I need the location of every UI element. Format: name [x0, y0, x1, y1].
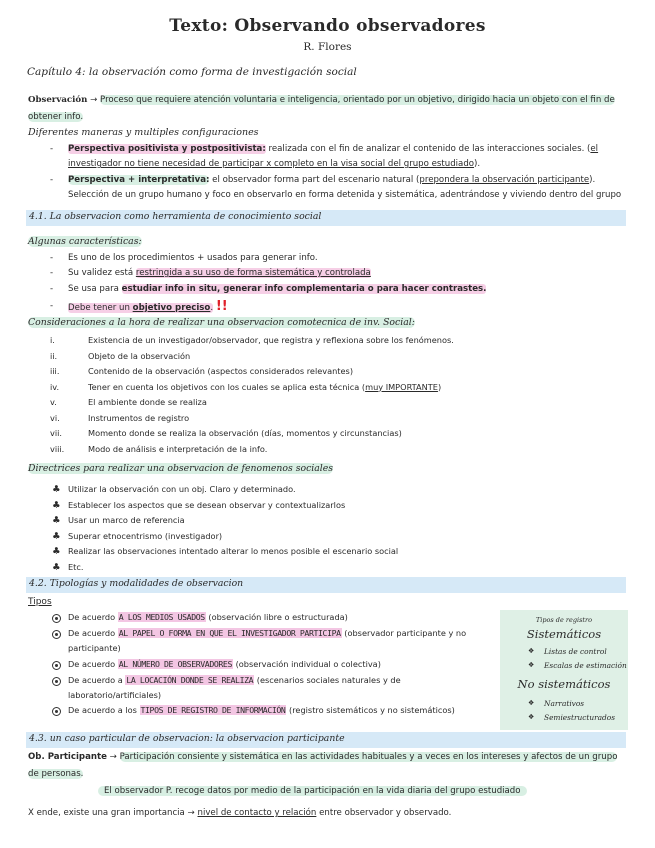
config-item-1-underline1: el: [590, 144, 599, 154]
config-item-1-underline2: investigador no tiene necesidad de participar x completo en la visa social del grupo estudiado: [68, 159, 475, 169]
directrices-heading: [28, 463, 333, 474]
participante-note-row: [98, 784, 527, 799]
section-bar-4-3: [26, 732, 626, 748]
caracteristica-item-1: Es uno de los procedimientos + usados para generar info.: [68, 253, 318, 263]
participante-note: El observador P. recoge datos por medio de la participación en la vida diaria del grupo estudiado: [98, 786, 527, 796]
dash-bullet: -: [50, 268, 54, 278]
roman-numeral: i.: [50, 335, 55, 345]
participante-definition: [28, 750, 617, 765]
config-item-1-text: realizada con el fin de analizar el contenido de las interacciones sociales. (: [265, 144, 591, 154]
consideracion-item: [88, 442, 267, 457]
club-bullet-icon: ♣: [52, 546, 61, 557]
configs-heading: Diferentes maneras y multiples configuraciones: [28, 127, 259, 138]
tipo-highlight: AL NÚMERO DE OBSERVADORES: [118, 659, 232, 669]
roman-numeral: iii.: [50, 366, 60, 376]
consideracion-text: Objeto de la observación: [88, 350, 191, 361]
caracteristica-item-4-highlight: [68, 303, 213, 313]
consideraciones-heading: [28, 317, 415, 328]
config-item-2: [68, 173, 595, 188]
participante-final-post: entre observador y observado.: [316, 808, 452, 818]
roman-numeral: iv.: [50, 381, 60, 392]
config-item-1-end: ).: [474, 159, 481, 169]
config-item-1-label: Perspectiva positivista y postpositivista:: [68, 144, 266, 154]
observacion-def-line2: obtener info.: [28, 112, 84, 122]
section-bar-4-2: [26, 577, 626, 593]
config-item-2-text: el observador forma part del escenario natural (: [209, 175, 420, 185]
arrow-icon: →: [90, 95, 98, 105]
club-bullet-icon: ♣: [52, 499, 61, 511]
participante-conclusion: [28, 806, 451, 821]
registro-sis-item-2: Escalas de estimación: [544, 661, 627, 670]
club-bullet-icon: ♣: [52, 561, 61, 573]
registro-sis-item-1: Listas de control: [544, 647, 607, 656]
diamond-bullet-icon: ❖: [528, 661, 535, 669]
observacion-def-line1: Proceso que requiere atención voluntaria e inteligencia, orientado por un objetivo, dirigido hacia un objeto con el fin de: [100, 95, 615, 105]
directriz-item: Realizar las observaciones intentado alterar lo menos posible el escenario social: [68, 546, 399, 556]
caracteristica-item-4-underline: objetivo preciso: [132, 303, 211, 313]
config-item-2-label: Perspectiva + interpretativa:: [68, 175, 210, 185]
target-bullet-icon: [52, 614, 61, 623]
page-title: Texto: Observando observadores: [169, 16, 486, 36]
diamond-bullet-icon: ❖: [528, 713, 535, 721]
consideracion-post: ): [437, 381, 442, 392]
tipo-post: (observador participante y no: [341, 628, 467, 638]
roman-numeral: v.: [50, 397, 57, 407]
target-bullet-icon: [52, 677, 61, 686]
observacion-def-line2-row: [28, 110, 83, 125]
consideracion-text: Tener en cuenta los objetivos con los cuales se aplica esta técnica (: [88, 381, 366, 392]
club-bullet-icon: ♣: [52, 530, 61, 542]
caracteristica-item-3: [68, 282, 486, 297]
consideracion-underline: muy IMPORTANTE: [365, 381, 438, 392]
author: R. Flores: [303, 41, 352, 53]
tipo-highlight: AL PAPEL O FORMA EN QUE EL INVESTIGADOR PARTICIPA: [118, 628, 341, 638]
consideracion-text: Momento donde se realiza la observación (días, momentos y circunstancias): [88, 428, 402, 438]
roman-numeral: vi.: [50, 412, 60, 423]
config-item-2-underline: prepondera la observación participante: [419, 175, 590, 185]
participante-final-pre: X ende, existe una gran importancia →: [28, 808, 198, 818]
observacion-term: Observación: [28, 95, 88, 105]
caracteristica-item-4: [68, 299, 228, 316]
club-bullet-icon: ♣: [52, 484, 61, 495]
participante-def1: Participación consiente y sistemática en las actividades habituales y a veces en los intereses y afectos de un grupo: [119, 752, 618, 762]
tipo-post: (observación individual o colectiva): [232, 659, 381, 669]
consideracion-item: [88, 395, 207, 410]
arrow-icon: →: [109, 752, 117, 762]
config-item-2-end: ).: [589, 175, 596, 185]
tipo-item: [68, 657, 381, 672]
tipos-heading: Tipos: [28, 597, 52, 607]
directrices-heading-text: Directrices para realizar una observacion de fenomenos sociales: [28, 463, 334, 474]
config-item-1-line2: [68, 157, 480, 172]
tipo-pre: De acuerdo: [68, 628, 118, 638]
tipo-item: [68, 610, 348, 625]
dash-bullet: -: [50, 144, 54, 154]
dash-bullet: -: [50, 301, 54, 311]
participante-def2-row: [28, 767, 83, 782]
consideracion-item: [88, 411, 189, 426]
caracteristica-item-3-pre: Se usa para: [68, 284, 122, 294]
directriz-item: Etc.: [68, 561, 84, 572]
tipo-item-line2: participante): [68, 643, 121, 653]
tipo-pre: De acuerdo: [68, 659, 118, 669]
caracteristica-item-2: [68, 266, 371, 281]
participante-term: Ob. Participante: [28, 752, 107, 762]
tipo-item: [68, 703, 455, 718]
tipo-item: [68, 626, 466, 641]
participante-final-underline: nivel de contacto y relación: [197, 808, 317, 818]
tipo-item: [68, 673, 401, 688]
directriz-item: Utilizar la observación con un obj. Claro y determinado.: [68, 484, 296, 494]
dash-bullet: -: [50, 253, 54, 263]
observacion-definition: [28, 93, 615, 108]
tipo-highlight: LA LOCACIÓN DONDE SE REALIZA: [126, 675, 254, 685]
no-sistematicos-heading: No sistemáticos: [517, 677, 611, 691]
registro-nosis-item-2: Semiestructurados: [544, 713, 616, 722]
club-bullet-icon: ♣: [52, 515, 61, 526]
config-item-2-line2: Selección de un grupo humano y foco en observarlo en forma detenida y sistemática, adentrándose y viviendo dentro del grupo: [68, 190, 622, 200]
consideracion-text: Existencia de un investigador/observador, que registra y reflexiona sobre los fenómenos.: [88, 335, 454, 345]
consideracion-item: [88, 364, 353, 379]
diamond-bullet-icon: ❖: [528, 699, 535, 707]
registro-nosis-item-1: Narrativos: [544, 699, 585, 708]
tipo-item-line2: laboratorio/artificiales): [68, 690, 162, 700]
caracteristica-item-3-bold: estudiar info in situ, generar info complementaria o para hacer contrastes.: [121, 284, 487, 294]
tipo-post: (registro sistemáticos y no sistemáticos): [286, 705, 455, 715]
consideracion-item: [88, 426, 402, 441]
caracteristicas-heading-text: Algunas características:: [28, 236, 142, 247]
target-bullet-icon: [52, 630, 61, 639]
tipo-post: (observación libre o estructurada): [205, 612, 348, 622]
consideracion-text: Instrumentos de registro: [88, 412, 190, 423]
diamond-bullet-icon: ❖: [528, 647, 535, 655]
caracteristica-item-4-pre: Debe tener un: [68, 303, 133, 313]
consideracion-text: El ambiente donde se realiza: [88, 397, 207, 407]
section-bar-4-1: [26, 210, 626, 226]
chapter-heading: Capítulo 4: la observación como forma de investigación social: [27, 66, 357, 78]
exclamation-mark: !!: [215, 299, 228, 314]
roman-numeral: ii.: [50, 350, 58, 361]
tipo-post: (escenarios sociales naturales y de: [254, 675, 401, 685]
roman-numeral: vii.: [50, 428, 62, 438]
participante-def2: de personas.: [28, 769, 84, 779]
consideraciones-heading-text: Consideraciones a la hora de realizar una observacion comotecnica de inv. Social:: [28, 317, 415, 328]
section-heading-4-1: 4.1. La observacion como herramienta de conocimiento social: [29, 211, 322, 222]
target-bullet-icon: [52, 707, 61, 716]
config-item-1: [68, 142, 598, 157]
caracteristica-item-2-pre: Su validez está: [68, 268, 136, 278]
directriz-item: Establecer los aspectos que se desean observar y contextualizarlos: [68, 499, 346, 510]
directriz-item: Usar un marco de referencia: [68, 515, 185, 525]
caracteristica-item-4-post: .: [210, 303, 214, 313]
consideracion-item: [88, 349, 190, 364]
consideracion-item: [88, 333, 454, 348]
tipo-pre: De acuerdo a los: [68, 705, 140, 715]
section-heading-4-3: 4.3. un caso particular de observacion: la observacion participante: [29, 733, 345, 744]
registro-box-title: Tipos de registro: [535, 616, 593, 624]
sistematicos-heading: Sistemáticos: [526, 627, 602, 641]
tipo-pre: De acuerdo a: [68, 675, 126, 685]
tipo-highlight: TIPOS DE REGISTRO DE INFORMACIÓN: [140, 705, 286, 715]
tipo-pre: De acuerdo: [68, 612, 118, 622]
registro-types-box: [500, 610, 628, 730]
consideracion-text: Modo de análisis e interpretación de la info.: [88, 443, 268, 454]
caracteristicas-heading: [28, 236, 142, 247]
directriz-item: Superar etnocentrismo (investigador): [68, 530, 223, 541]
consideracion-text: Contenido de la observación (aspectos considerados relevantes): [88, 366, 354, 376]
caracteristica-item-2-underline: restringida a su uso de forma sistemática y controlada: [135, 268, 371, 278]
consideracion-item: [88, 380, 441, 395]
tipo-highlight: A LOS MEDIOS USADOS: [118, 612, 205, 622]
target-bullet-icon: [52, 661, 61, 670]
section-heading-4-2: 4.2. Tipologías y modalidades de observacion: [29, 578, 244, 589]
roman-numeral: viii.: [50, 443, 65, 454]
dash-bullet: -: [50, 284, 54, 294]
dash-bullet: -: [50, 175, 54, 185]
